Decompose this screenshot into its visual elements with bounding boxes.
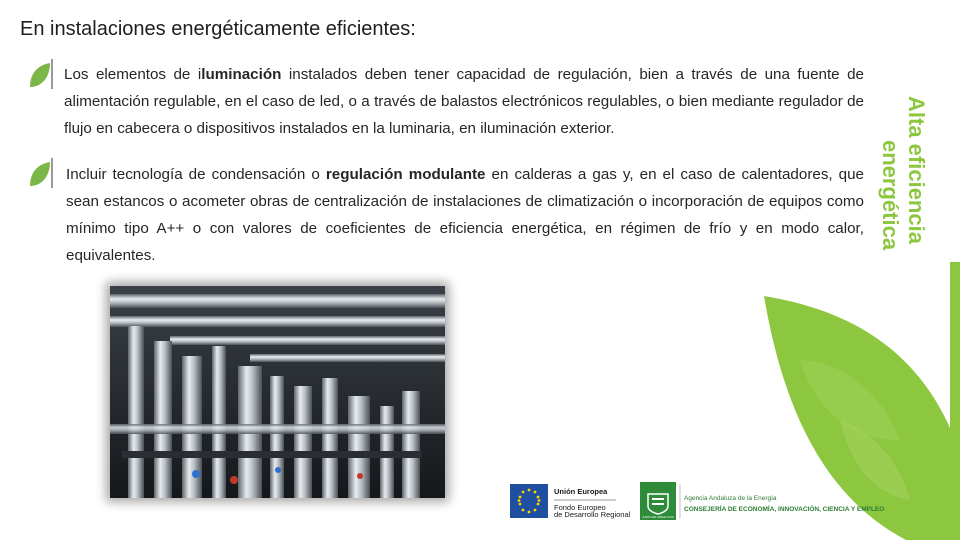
paragraph-bold-term: regulación modulante <box>325 166 486 183</box>
eu-logo <box>510 484 631 519</box>
leaf-bullet-icon <box>28 156 54 190</box>
junta-small-label: JUNTA DE ANDALUCIA <box>642 515 675 519</box>
paragraph-text: Los elementos de i <box>64 66 202 83</box>
side-label-line1: Alta eficiencia <box>904 96 929 244</box>
paragraph-heating <box>66 161 864 269</box>
pipes-image <box>110 286 445 498</box>
eu-fund-line2: de Desarrollo Regional <box>554 510 631 519</box>
eu-title: Unión Europea <box>554 487 608 496</box>
page-title: En instalaciones energéticamente eficientes: <box>20 18 416 40</box>
agency-name: Agencia Andaluza de la Energía <box>684 495 777 502</box>
junta-logo <box>640 482 884 520</box>
paragraph-bold-term: luminación <box>201 66 282 83</box>
side-label-line2: energética <box>878 140 903 251</box>
leaf-bullet-icon <box>28 57 54 91</box>
eu-fund-line1: Fondo Europeo <box>554 503 606 512</box>
paragraph-lighting <box>64 61 864 142</box>
pipes-photo <box>110 286 445 498</box>
green-leaf-decoration <box>760 0 960 540</box>
paragraph-text: Incluir tecnología de condensación o <box>66 166 326 183</box>
logos-bar <box>508 480 885 524</box>
paragraph-text: instalados deben tener capacidad de regulación, bien a través de una fuente de alimentación regulable, en el caso de led, o a través de balastos electrónicos regulables, o bien mediante regulador de flujo en cabecera o dispositivos instalados en la luminaria, en iluminación exterior. <box>64 66 864 137</box>
paragraph-text: en calderas a gas y, en el caso de calentadores, que sean estancos o acometer obras de centralización de instalaciones de climatización o incorporación de equipos como mínimo tipo A++ o con valores de coeficientes de eficiencia energética, en régimen de frío y en modo calor, equivalentes. <box>66 166 865 264</box>
consejeria-name: CONSEJERÍA DE ECONOMÍA, INNOVACIÓN, CIENCIA Y EMPLEO <box>684 506 885 513</box>
